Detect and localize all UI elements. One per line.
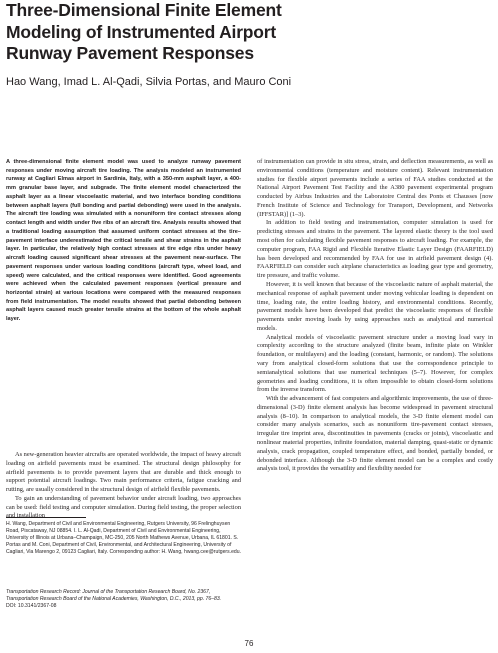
doi-text: DOI: 10.3141/2367-08	[6, 603, 57, 610]
body-paragraph: As new-generation heavier aircrafts are operated worldwide, the impact of heavy aircraft loading on airfield pavements must be examined. The structural design philosophy for airfield pavements is to provide pavement layers that are durable and thick enough to support potential aircraft loadings. Two main performance criteria, fatigue cracking and rutting, are usually considered in the structural design of airfield flexible pavements.	[6, 451, 241, 494]
abstract	[6, 158, 241, 324]
abstract-text: A three-dimensional finite element model was used to analyze runway pavement responses under moving aircraft tire loading. The analysis modeled an instrumented runway at Cagliari Elmas airport in Sardinia, Italy, with a 350-mm asphalt layer, a 400-mm granular base layer, and subgrade. The finite element model characterized the asphalt layer as a linear viscoelastic material, and two interface bonding conditions between asphalt layers (full bonding and partial debonding) were used in the analysis. The aircraft tire loading was simulated with a nonuniform tire contact stresses along contact length and width under five ribs of an aircraft tire. Analysis results showed that a traditional loading assumption that assumed uniform contact stresses at the tire–pavement interface underestimated the critical tensile and shear strains in the asphalt layer. In particular, the relatively high contact stresses at tire edge ribs under heavy aircraft loading caused significant shear stresses at the pavement near-surface. The pavement responses under various loading conditions (aircraft type, wheel load, and speed) were calculated, and the critical responses were identified. Good agreements were achieved when the calculated pavement responses (vertical pressure and horizontal strain) at various locations were compared with the measured responses from field instrumentation. The model results showed that partial debonding between asphalt layers caused much greater tensile strains at the bottom of the whole asphalt layer.	[6, 159, 241, 323]
journal-citation-footnote	[6, 589, 241, 610]
body-paragraph: of instrumentation can provide in situ stress, strain, and deflection measurements, as well as environmental conditions (temperature and moisture content). Relevant instrumentation studies for flexible airport pavements include a series of FAA studies conducted at the National Airport Pavement Test Facility and the A380 pavement experimental program conducted by Airbus Industries and the Laboratoire Central des Ponts et Chausses [now French Institute of Science and Technology for Transport, Development, and Networks (IFFSTAR)] (1–3).	[257, 158, 493, 218]
body-paragraph: With the advancement of fast computers and algorithmic improvements, the use of three-dimensional (3-D) finite element analysis has become widespread in pavement structural analysis (8–10). In comparison to analytical models, the 3-D finite element model can consider many analysis scenarios, such as nonuniform tire-pavement contact stresses, irregular tire imprint area, discontinuities in pavements (cracks or joints), viscoelastic and nonlinear material properties, infinite foundation, material damping, quasi-static or dynamic analysis, crack propagation, coupled temperature effect, and bonded, partially bonded, or debonded interface. Although the 3-D finite element model can be a complex and costly analysis tool, it provides the versatility and flexibility needed for	[257, 395, 493, 473]
author-list: Hao Wang, Imad L. Al-Qadi, Silvia Portas, and Mauro Coni	[6, 76, 292, 88]
affiliations-text: H. Wang, Department of Civil and Environmental Engineering, Rutgers University, 96 Frelinghuysen Road, Piscataway, NJ 08854. I. L. Al-Qadi, Department of Civil and Environmental Engineering, University of Illinois at Urbana–Champaign, MC-250, 205 North Mathews Avenue, Urbana, IL 61801. S. Portas and M. Coni, Department of Civil, Environmental, and Architectural Engineering, University of Cagliari, Via Marengo 2, 09123 Cagliari, Italy. Corresponding author: H. Wang, hwang.cee@rutgers.edu.	[6, 521, 241, 556]
journal-citation-text: Transportation Research Record: Journal of the Transportation Research Board, No. 2367, Transportation Research Board of the National Academies, Washington, D.C., 2013, pp. 76–83.	[6, 589, 222, 603]
author-affiliations-footnote	[6, 521, 241, 556]
body-paragraph: However, it is well known that because of the viscoelastic nature of asphalt material, the mechanical response of asphalt pavement under moving vehicular loading is dependent on time, loading rate, the entire loading history, and environmental conditions. Recently, pavement models have been developed that predict the viscoelastic responses of flexible pavements under moving loads by using approaches such as analytical and numerical models.	[257, 280, 493, 332]
body-paragraph: To gain an understanding of pavement behavior under aircraft loading, two approaches can be used: field testing and computer simulation. During field testing, the proper selection and installation	[6, 494, 241, 520]
title-line-3: Runway Pavement Responses	[6, 43, 254, 63]
title-line-2: Modeling of Instrumented Airport	[6, 21, 277, 42]
footnote-divider	[6, 517, 86, 518]
left-column-body	[6, 451, 241, 521]
body-paragraph: Analytical models of viscoelastic pavement structure under a moving load vary in complexity according to the structure analyzed (finite beam, infinite plate on Winkler foundation, or multilayers) and the loading (constant, harmonic, or random). The solutions vary from analytical closed-form solutions that use the correspondence principle to semianalytical solutions that use numerical techniques (5–7). However, for complex geometries and loading conditions, it is often impossible to obtain closed-form solutions from the inverse transform.	[257, 333, 493, 394]
body-paragraph: In addition to field testing and instrumentation, computer simulation is used for predicting stresses and strains in the pavement. The layered elastic theory is the tool used most often for calculating flexible pavement responses to aircraft loading. For example, the computer program, FAA Rigid and Flexible Iterative Elastic Layer Design (FAARFIELD) has been developed and recommended by FAA for use in airfield pavement design (4). FAARFIELD can consider such airplane characteristics as loading gear type and geometry, tire pressure, and traffic volume.	[257, 219, 493, 280]
article-title	[6, 0, 486, 65]
page-number: 76	[244, 639, 254, 648]
title-line-1: Three-Dimensional Finite Element	[6, 0, 282, 20]
right-column-body	[257, 158, 493, 474]
